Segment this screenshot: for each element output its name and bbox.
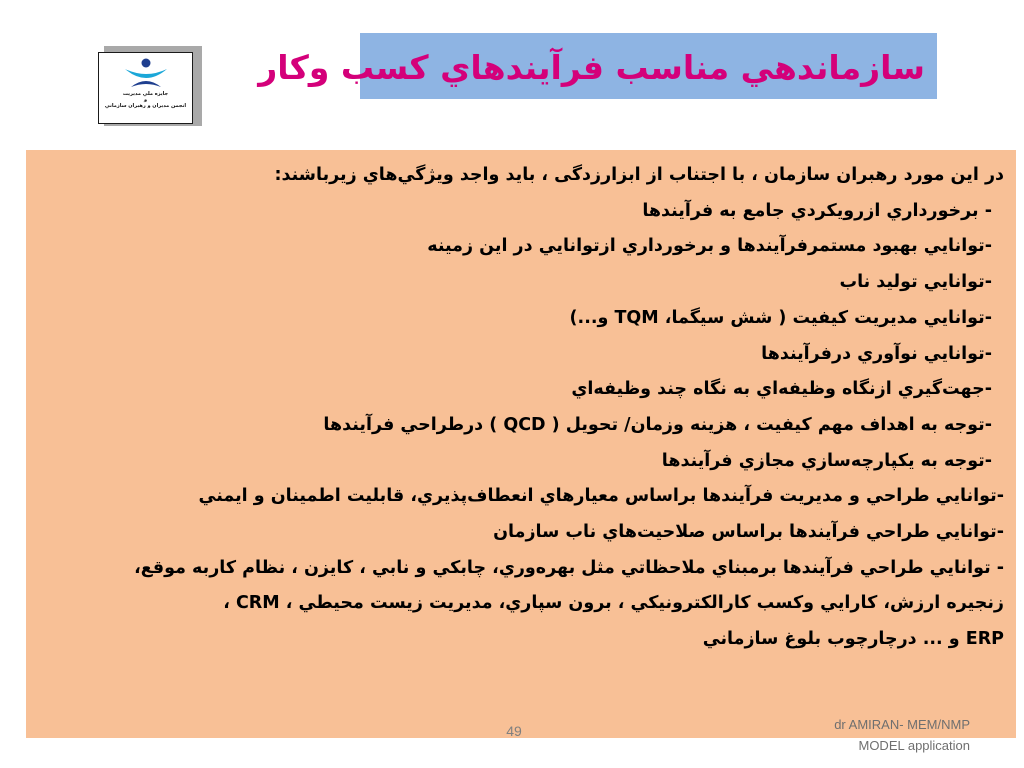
page-number: 49 bbox=[506, 723, 522, 739]
content-line: -توانايي طراحي فرآيندها براساس صلاحيت‌هاي ناب سازمان bbox=[493, 522, 1004, 543]
content-line: -توانايي مديريت كيفيت ( شش سيگما، TQM و...) bbox=[569, 307, 992, 328]
content-box bbox=[26, 150, 1016, 738]
award-logo bbox=[98, 52, 193, 124]
footer-credit bbox=[760, 714, 970, 756]
footer-line-1: dr AMIRAN- MEM/NMP bbox=[834, 717, 970, 732]
content-line: زنجيره ارزش، كارايي وكسب كارالكترونيكي ، برون سپاري، مديريت زيست محيطي ، CRM ، bbox=[223, 593, 1004, 614]
content-list bbox=[38, 158, 1004, 658]
content-line: -جهت‌گيري ازنگاه وظيفه‌اي به نگاه چند وظيفه‌اي bbox=[571, 379, 992, 400]
content-line: در اين مورد رهبران سازمان ، با اجتناب از ابزارزدگی ، بايد واجد ويژگي‌هاي زيرباشند: bbox=[274, 165, 1004, 185]
content-line: -توانايي بهبود مستمرفرآيندها و برخورداري ازتوانايي در اين زمينه bbox=[427, 236, 992, 257]
content-line: -توجه به يكپارچه‌سازي مجازي فرآيندها bbox=[661, 450, 992, 471]
slide-title: سازماندهي مناسب فرآيندهاي كسب وكار bbox=[258, 48, 925, 87]
person-emblem-icon bbox=[121, 57, 171, 91]
content-line: - برخورداري ازرويكردي جامع به فرآيندها bbox=[642, 200, 992, 221]
logo-line-3: انجمن مديران و رهبران سازماني bbox=[104, 103, 187, 109]
content-line: -توانايي طراحي و مديريت فرآيندها براساس معيارهاي انعطاف‌پذيري، قابليت اطمينان و ايمني bbox=[198, 486, 1004, 507]
content-line: -توانايي نوآوري درفرآيندها bbox=[761, 343, 992, 364]
content-line: -توجه به اهداف مهم كيفيت ، هزينه وزمان/ تحويل ( QCD ) درطراحي فرآيندها bbox=[323, 414, 992, 435]
footer-line-2: MODEL application bbox=[858, 738, 970, 753]
content-line: ERP و ... درچارچوب بلوغ سازماني bbox=[702, 629, 1004, 650]
logo-line-1: جايزه ملي مديريت bbox=[122, 91, 169, 97]
logo-line-2: و bbox=[143, 97, 148, 103]
content-line: -توانايي توليد ناب bbox=[839, 272, 992, 293]
content-line: - توانايي طراحي فرآيندها برمبناي ملاحظاتي مثل بهره‌وري، چابكي و نابي ، كايزن ، نظام كاربه موقع، bbox=[134, 557, 1004, 578]
